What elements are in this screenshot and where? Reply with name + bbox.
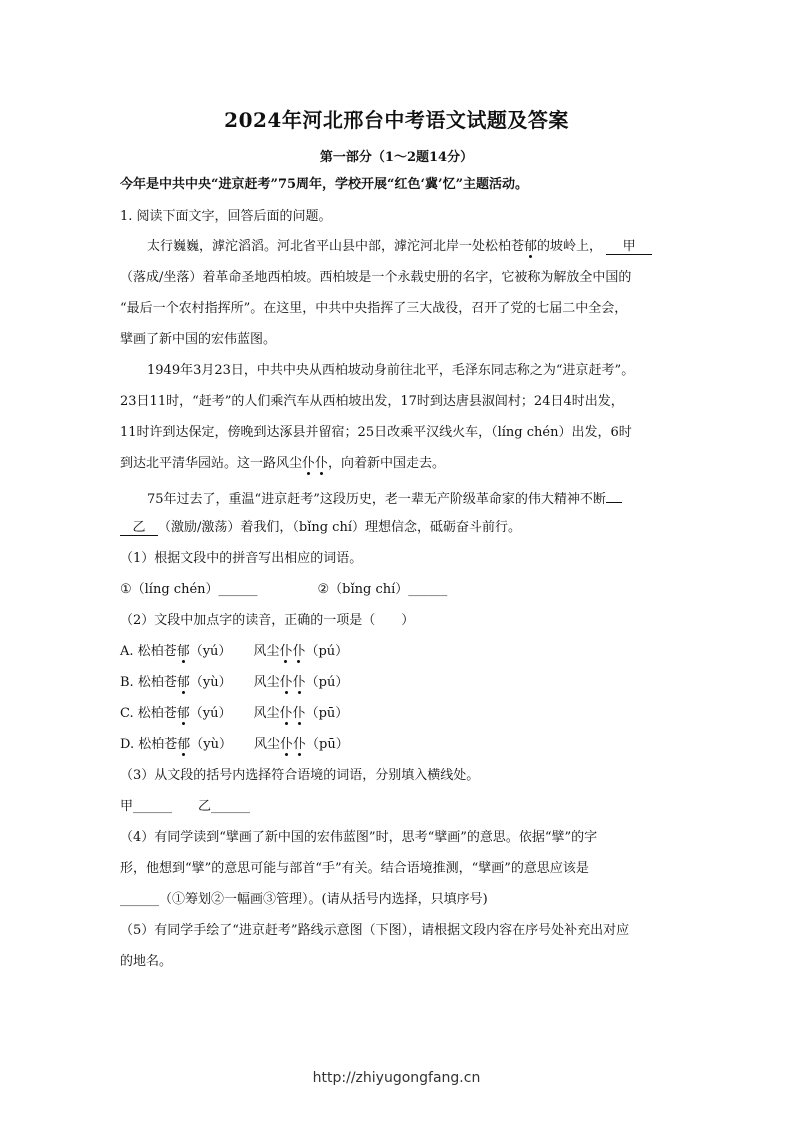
text-segment: ，向着新中国走去。 bbox=[328, 456, 446, 471]
option-c: C. 松柏苍郁（yú） 风尘仆仆（pū） bbox=[120, 706, 349, 721]
answer-blank-jia: 甲______ bbox=[120, 799, 173, 814]
subquestion-5-line2: 的地名。 bbox=[120, 954, 173, 969]
option-b: B. 松柏苍郁（yù） 风尘仆仆（pú） bbox=[120, 675, 349, 690]
subquestion-4-line1: （4）有同学读到“擘画了新中国的宏伟蓝图”时，思考“擘画”的意思。依据“擘”的字 bbox=[120, 830, 598, 845]
part-heading: 第一部分（1～2题14分） bbox=[319, 150, 474, 165]
passage-p1-line1 bbox=[147, 238, 680, 256]
subquestion-2: （2）文段中加点字的读音，正确的一项是（ ） bbox=[120, 613, 415, 628]
answer-blank-2: ②（bǐng chí）______ bbox=[317, 582, 448, 597]
passage-p1-line2: （落成/坐落）着革命圣地西柏坡。西柏坡是一个永载史册的名字，它被称为解放全中国的 bbox=[120, 270, 632, 285]
passage-p1-line4: 擘画了新中国的宏伟蓝图。 bbox=[120, 332, 277, 347]
passage-p2-line3: 11时许到达保定，傍晚到达涿县并留宿；25日改乘平汉线火车，（líng chén）出发，6时 bbox=[120, 425, 632, 440]
subquestion-1-answers bbox=[120, 581, 680, 599]
dotted-char: 仆 bbox=[302, 456, 316, 471]
text-segment: 的坡岭上， bbox=[537, 239, 603, 254]
passage-p2-line4 bbox=[120, 455, 680, 473]
subquestion-3: （3）从文段的括号内选择符合语境的词语，分别填入横线处。 bbox=[120, 768, 480, 783]
answer-blank-yi: 乙______ bbox=[198, 799, 251, 814]
subquestion-4-line2: 形，他想到“擘”的意思可能与部首“手”有关。结合语境推测，“擘画”的意思应该是 bbox=[120, 861, 589, 876]
text-segment: 75年过去了，重温“进京赶考”这段历史，老一辈无产阶级革命家的伟大精神不断 bbox=[147, 492, 606, 507]
subquestion-4-line3: ______（①筹划②一幅画③管理）。(请从括号内选择，只填序号) bbox=[120, 892, 488, 907]
blank-jia: 甲 bbox=[606, 239, 652, 255]
subquestion-5-line1: （5）有同学手绘了“进京赶考”路线示意图（下图），请根据文段内容在序号处补充出对应 bbox=[120, 923, 630, 938]
option-d: D. 松柏苍郁（yù） 风尘仆仆（pū） bbox=[120, 737, 349, 752]
blank-underline bbox=[606, 488, 622, 503]
passage-p2-line2: 23日11时，“赶考”的人们乘汽车从西柏坡出发，17时到达唐县淑闾村；24日4时出发， bbox=[120, 394, 624, 409]
page-title: 2024年河北邢台中考语文试题及答案 bbox=[224, 108, 569, 132]
blank-yi: 乙 bbox=[120, 520, 158, 536]
dotted-char: 郁 bbox=[524, 239, 538, 254]
intro-text: 今年是中共中央“进京赶考”75周年，学校开展“红色‘冀’忆”主题活动。 bbox=[120, 177, 529, 192]
passage-p2-line1: 1949年3月23日，中共中央从西柏坡动身前往北平，毛泽东同志称之为“进京赶考”。 bbox=[147, 363, 635, 378]
question-1-stem: 1. 阅读下面文字，回答后面的问题。 bbox=[120, 209, 332, 224]
passage-p3-line1 bbox=[147, 488, 680, 509]
subquestion-1: （1）根据文段中的拼音写出相应的词语。 bbox=[120, 551, 363, 566]
text-segment: （激励/激荡）着我们，（bǐng chí）理想信念，砥砺奋斗前行。 bbox=[158, 520, 521, 535]
passage-p3-line2 bbox=[120, 519, 680, 537]
dotted-char: 仆 bbox=[315, 456, 329, 471]
option-a: A. 松柏苍郁（yú） 风尘仆仆（pú） bbox=[120, 644, 349, 659]
footer-url[interactable]: http://zhiyugongfang.cn bbox=[312, 1070, 481, 1086]
text-segment: 到达北平清华园站。这一路风尘 bbox=[120, 456, 303, 471]
passage-p1-line3: “最后一个农村指挥所”。在这里，中共中央指挥了三大战役，召开了党的七届二中全会， bbox=[120, 301, 628, 316]
text-segment: 太行巍巍，滹沱滔滔。河北省平山县中部，滹沱河北岸一处松柏苍 bbox=[147, 239, 525, 254]
answer-blank-1: ①（líng chén）______ bbox=[120, 582, 258, 597]
subquestion-3-answers bbox=[120, 798, 680, 816]
